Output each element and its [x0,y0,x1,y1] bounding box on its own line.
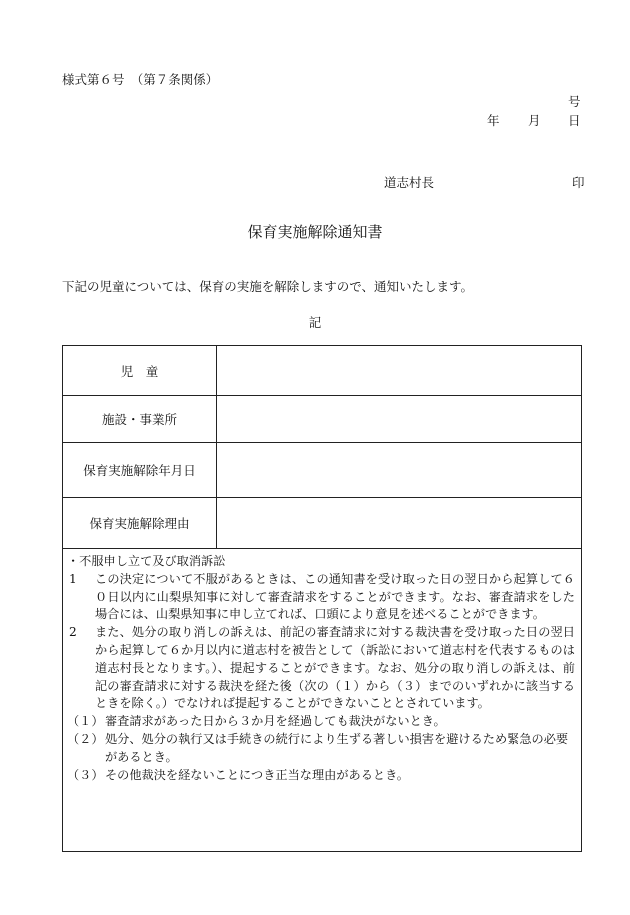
note-item-text: また、処分の取り消しの訴えは、前記の審査請求に対する裁決書を受け取った日の翌日から起算して６か月以内に道志村を被告として（訴訟において道志村を代表するものは道志村長となります。）、提起することができます。なお、処分の取り消しの訴えは、前記の審査請求に対する裁決を経た後（次の（１）から（３）までのいずれかに該当するときを除く。）でなければ提起することができないこととされています。 [95,625,575,711]
table-row-release-date [63,443,581,498]
sub-item-number: （１） [67,714,104,729]
table-row-child [63,346,581,396]
table-row-facility [63,396,581,443]
note-item-text: この決定について不服があるときは、この通知書を受け取った日の翌日から起算して６０日以内に山梨県知事に対して審査請求をすることができます。なお、審査請求をした場合には、山梨県知事に申し立てれば、口頭により意見を述べることができます。 [95,571,575,622]
issuer-name: 道志村長 [384,175,435,190]
sub-item-text: 処分、処分の執行又は手続きの続行により生ずる著しい損害を避けるため緊急の必要があるとき。 [105,731,569,764]
note-item-number: 1 [69,571,77,586]
row-label-release-date: 保育実施解除年月日 [63,443,217,497]
details-table [62,345,582,852]
note-item [67,624,575,713]
date-day-label: 日 [568,113,581,128]
form-id: 様式第６号 （第７条関係） [62,72,219,87]
row-value-child [217,346,581,395]
date-month-label: 月 [528,113,541,128]
note-item [67,571,575,624]
document-number-label: 号 [568,94,581,109]
row-value-facility [217,396,581,442]
sub-item-number: （３） [67,767,104,782]
row-value-release-reason [217,498,581,548]
row-label-release-reason: 保育実施解除理由 [63,498,217,548]
ki-mark: 記 [308,315,322,330]
sub-item-text: 審査請求があった日から３か月を経過しても裁決がないとき。 [105,714,446,729]
row-value-release-date [217,443,581,497]
row-label-facility: 施設・事業所 [63,396,217,442]
table-row-release-reason [63,498,581,549]
document-title: 保育実施解除通知書 [247,223,383,241]
sub-item [67,731,575,767]
sub-item-number: （２） [67,731,104,746]
note-item-number: 2 [69,625,77,640]
seal-mark: 印 [572,175,585,190]
date-year-label: 年 [487,113,500,128]
appeal-notes [63,549,581,784]
row-label-child: 児 童 [63,346,217,395]
sub-item-text: その他裁決を経ないことにつき正当な理由があるとき。 [105,767,409,782]
intro-text: 下記の児童については、保育の実施を解除しますので、通知いたします。 [62,279,474,294]
sub-item [67,767,575,785]
sub-item [67,713,575,731]
appeal-notes-heading: ・不服申し立て及び取消訴訟 [67,554,226,568]
